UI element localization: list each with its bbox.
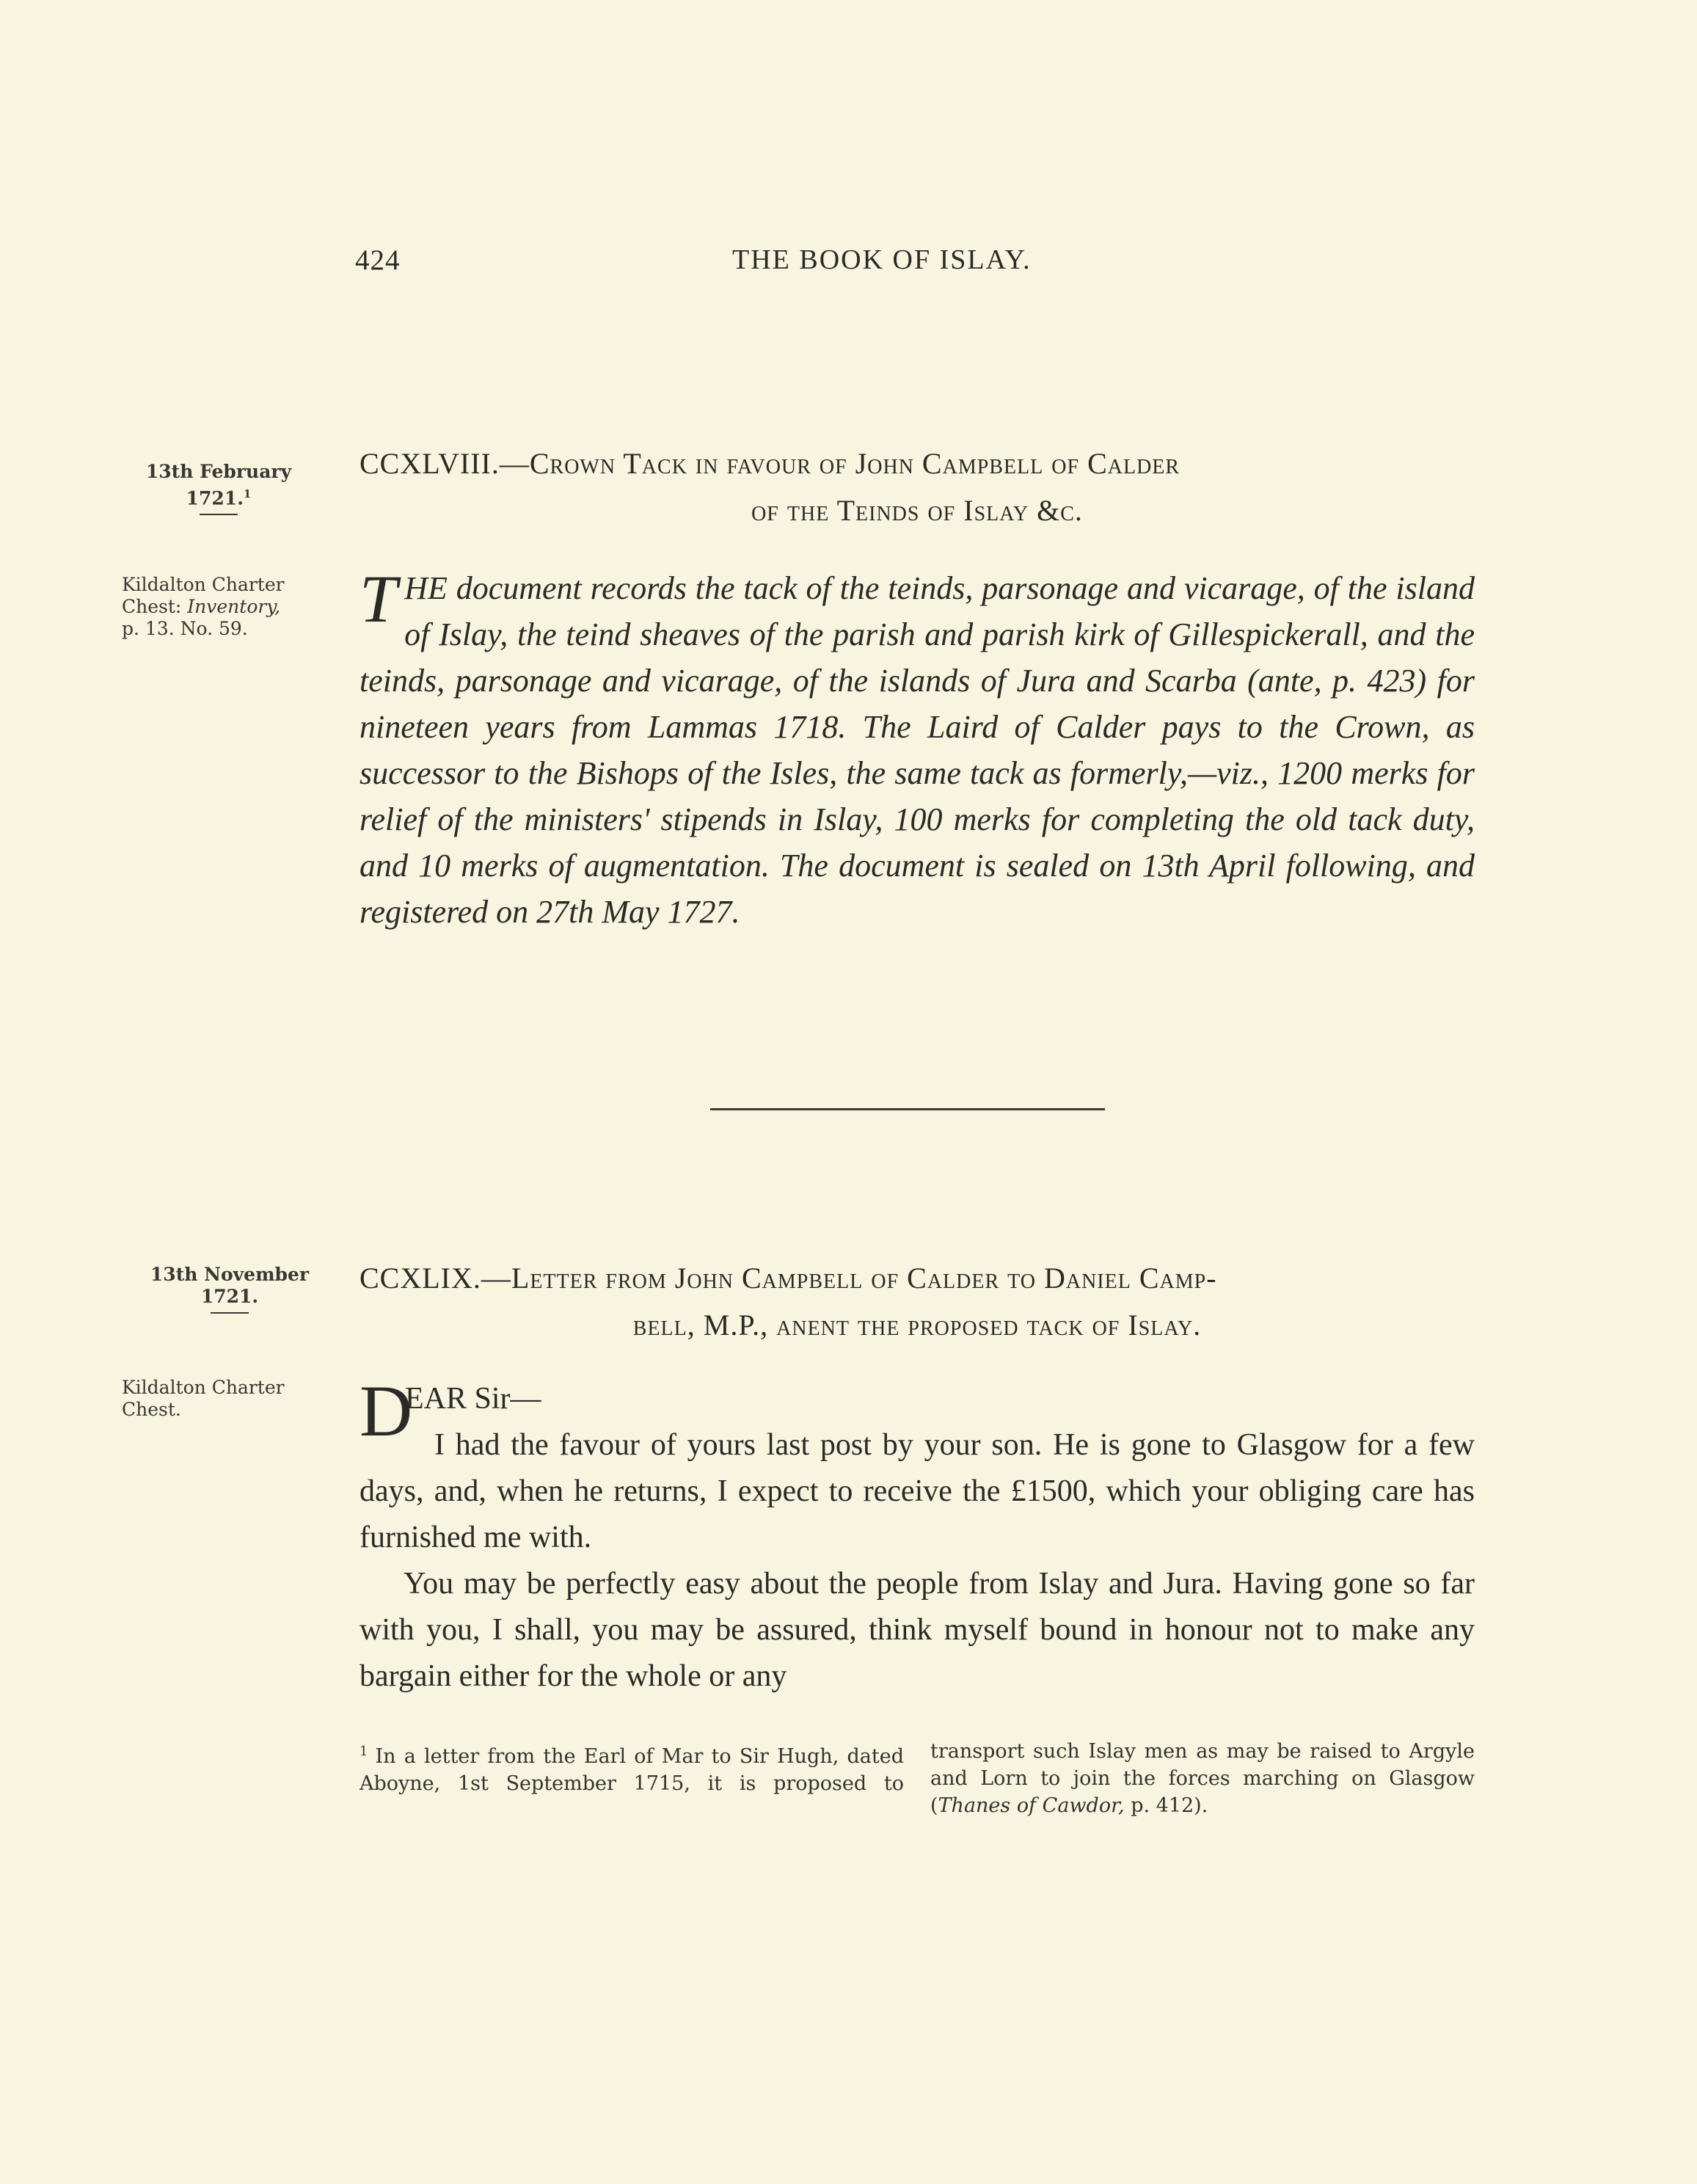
salutation: EAR Sir— bbox=[405, 1382, 541, 1416]
drop-cap: D bbox=[360, 1370, 413, 1452]
entry-249-heading bbox=[360, 1255, 1475, 1349]
source-line: Kildalton Charter bbox=[122, 574, 285, 595]
drop-cap: T bbox=[360, 561, 398, 636]
source-line: Chest. bbox=[122, 1399, 181, 1420]
margin-date-line: 13th November bbox=[150, 1264, 310, 1285]
heading-line-1: CCXLIX.—Letter from John Campbell of Calder to Daniel Camp- bbox=[360, 1262, 1217, 1295]
footnote-text: In a letter from the Earl of Mar to Sir Hugh, dated Aboyne, 1st September 1715, it is proposed to transport such Islay men as may be raised to Argyle and Lorn to join the forces marching on Glasgow ( bbox=[360, 1740, 1475, 1817]
footnote-mark: 1 bbox=[360, 1744, 368, 1759]
entry-249-letter bbox=[360, 1370, 1475, 1700]
heading-line-2: of the Teinds of Islay &c. bbox=[751, 494, 1083, 527]
margin-year: 1721.$^1$ bbox=[186, 487, 252, 509]
source-line: Kildalton Charter bbox=[122, 1377, 285, 1398]
footnote-text-end: p. 412). bbox=[1124, 1794, 1208, 1817]
margin-year: 1721. bbox=[200, 1286, 259, 1307]
page-number: 424 bbox=[355, 244, 401, 276]
heading-line-2: bell, M.P., anent the proposed tack of Islay. bbox=[632, 1308, 1202, 1342]
entry-248-heading bbox=[360, 440, 1475, 534]
source-line: Chest: Inventory, bbox=[122, 596, 281, 617]
footnote bbox=[360, 1738, 1475, 1819]
letter-paragraph: You may be perfectly easy about the people from Islay and Jura. Having gone so far with you, I shall, you may be assured, think myself bound in honour not to make any bargain either for the whole or any bbox=[360, 1567, 1475, 1693]
running-header bbox=[355, 244, 1101, 288]
margin-date-line: 13th February bbox=[145, 461, 292, 482]
section-divider bbox=[710, 1108, 1105, 1110]
margin-source-entry-249 bbox=[122, 1377, 320, 1421]
source-line: p. 13. No. 59. bbox=[122, 618, 248, 639]
running-title: THE BOOK OF ISLAY. bbox=[732, 244, 1032, 275]
margin-date-entry-249 bbox=[123, 1264, 336, 1314]
margin-dash bbox=[211, 1312, 249, 1314]
margin-date-entry-248 bbox=[123, 461, 314, 515]
abstract-text: HE document records the tack of the teinds, parsonage and vicarage, of the island of Islay, the teind sheaves of the parish and parish kirk of Gillespickerall, and the teinds, parsonage and vicarage, of the islands of Jura and Scarba (ante, p. 423) for nineteen years from Lammas 1718. The Laird of Calder pays to the Crown, as successor to the Bishops of the Isles, the same tack as formerly,—viz., 1200 merks for relief of the ministers' stipends in Islay, 100 merks for completing the old tack duty, and 10 merks of augmentation. The document is sealed on 13th April following, and registered on 27th May 1727. bbox=[360, 570, 1475, 930]
entry-248-abstract bbox=[360, 561, 1475, 935]
footnote-reference: 1 bbox=[243, 487, 252, 500]
salutation-row bbox=[360, 1370, 1475, 1452]
letter-paragraph: I had the favour of yours last post by your son. He is gone to Glasgow for a few days, and, when he returns, I expect to receive the £1500, which your obliging care has furnished me with. bbox=[360, 1428, 1475, 1554]
footnote-italic-title: Thanes of Cawdor, bbox=[938, 1794, 1125, 1817]
heading-line-1: CCXLVIII.—Crown Tack in favour of John Campbell of Calder bbox=[360, 447, 1180, 480]
margin-dash bbox=[200, 514, 238, 515]
margin-source-entry-248 bbox=[122, 574, 320, 640]
